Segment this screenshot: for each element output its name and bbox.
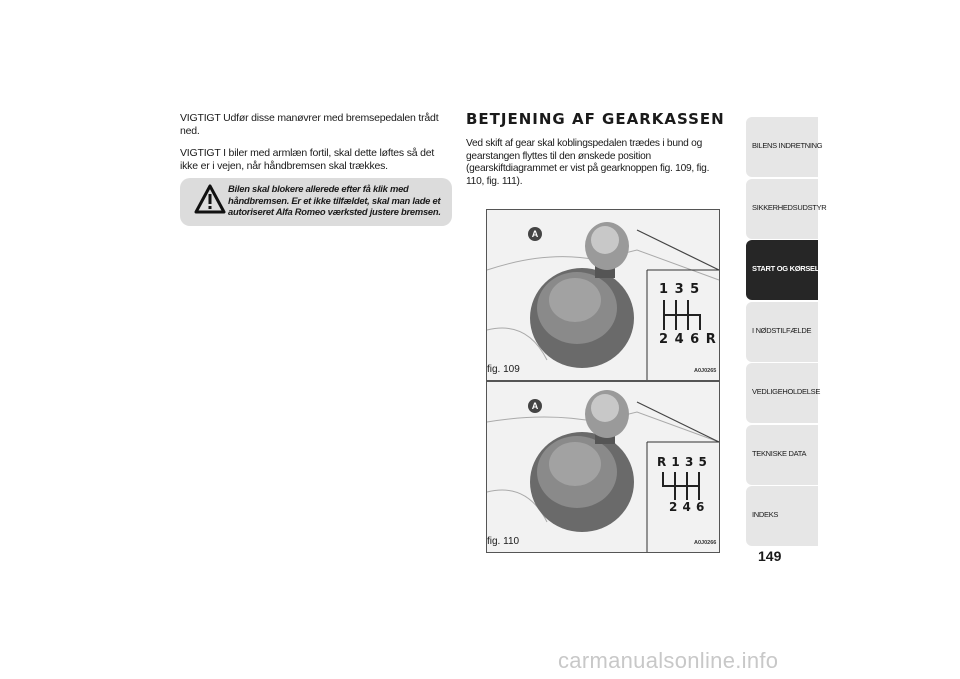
callout-a: A: [528, 227, 542, 241]
shift-pattern-icon: [661, 298, 711, 332]
left-column: [180, 112, 452, 182]
section-heading: BETJENING AF GEARKASSEN: [466, 110, 725, 128]
callout-a: A: [528, 399, 542, 413]
shift-diagram-bottom: 2 4 6 R: [659, 332, 717, 347]
tab-bilens-indretning[interactable]: BILENS INDRETNING: [746, 117, 818, 177]
figure-109: [486, 209, 720, 381]
warning-triangle-icon: [194, 184, 226, 214]
important-note-1: VIGTIGT Udfør disse manøvrer med bremsepedalen trådt ned.: [180, 112, 439, 137]
figure-caption-110: fig. 110: [487, 536, 520, 547]
shift-diagram-top: R 1 3 5: [657, 455, 708, 469]
warning-box: [180, 178, 452, 226]
watermark: carmanualsonline.info: [558, 648, 779, 673]
shift-diagram-top: 1 3 5: [659, 282, 701, 297]
chapter-tabs: [746, 117, 827, 548]
tab-sikkerhedsudstyr[interactable]: SIKKERHEDSUDSTYR: [746, 179, 818, 239]
page-number: 149: [758, 548, 782, 564]
figure-code-109: A0J0265: [694, 368, 717, 374]
tab-i-nodstilfaelde[interactable]: I NØDSTILFÆLDE: [746, 302, 818, 362]
figure-caption-109: fig. 109: [487, 364, 520, 375]
figure-code-110: A0J0266: [694, 540, 717, 546]
tab-tekniske-data[interactable]: TEKNISKE DATA: [746, 425, 818, 485]
intro-paragraph: Ved skift af gear skal koblingspedalen trædes i bund og gearstangen flyttes til den ønskede position (gearskiftdiagrammet er vist på gearknoppen fig. 109, fig. 110, fig. 111).: [466, 138, 710, 187]
tab-start-og-korsel[interactable]: START OG KØRSEL: [746, 240, 818, 300]
tab-indeks[interactable]: INDEKS: [746, 486, 818, 546]
shift-diagram-bottom: 2 4 6: [669, 500, 705, 514]
warning-text: Bilen skal blokere allerede efter få klik med håndbremsen. Er et ikke tilfældet, skal man lade et autoriseret Alfa Romeo værksted justere bremsen.: [228, 183, 441, 217]
important-note-2: VIGTIGT I biler med armlæn fortil, skal dette løftes så det ikke er i vejen, når håndbremsen skal trækkes.: [180, 147, 435, 172]
tab-vedligeholdelse[interactable]: VEDLIGEHOLDELSE: [746, 363, 818, 423]
shift-pattern-icon: [660, 470, 706, 502]
figure-110: [486, 381, 720, 553]
